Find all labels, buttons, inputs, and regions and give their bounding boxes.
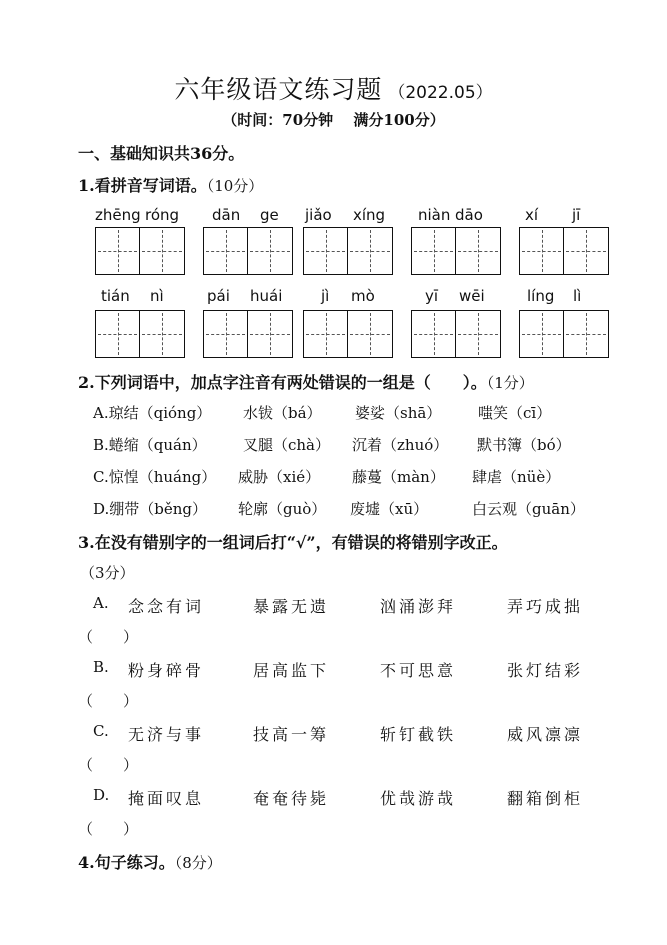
section-heading: 一、基础知识共36分。 bbox=[78, 144, 245, 163]
q2-option-c2: 威胁（xié） bbox=[238, 468, 321, 486]
pinyin-8b: mò bbox=[351, 287, 375, 305]
q3-option-label: C. bbox=[93, 722, 109, 740]
q4-heading bbox=[78, 850, 222, 873]
writing-box[interactable] bbox=[519, 310, 609, 358]
q3-option-label: D. bbox=[93, 786, 110, 804]
q2-option-a4: 嗤笑（cī） bbox=[478, 404, 552, 422]
pinyin-7a: pái bbox=[207, 287, 230, 305]
pinyin-10a: líng bbox=[527, 287, 555, 305]
q3-word: 弄巧成拙 bbox=[507, 597, 584, 616]
q2-option-a1: A.琼结（qióng） bbox=[93, 404, 212, 422]
pinyin-1b: róng bbox=[145, 206, 180, 224]
q3-word: 无济与事 bbox=[128, 725, 205, 744]
pinyin-5a: xí bbox=[525, 206, 539, 224]
q2-option-c3: 藤蔓（màn） bbox=[352, 468, 445, 486]
q3-word: 技高一筹 bbox=[253, 725, 330, 744]
q2-option-a3: 婆娑（shā） bbox=[355, 404, 442, 422]
q2-points: （1分） bbox=[486, 374, 534, 392]
q3-word: 翻箱倒柜 bbox=[507, 789, 584, 808]
pinyin-3a: jiǎo bbox=[305, 206, 332, 224]
answer-blank[interactable]: （ ） bbox=[78, 628, 139, 646]
writing-box[interactable] bbox=[95, 227, 185, 275]
writing-box[interactable] bbox=[203, 227, 293, 275]
q3-word: 掩面叹息 bbox=[128, 789, 205, 808]
q3-option-label: A. bbox=[93, 594, 109, 612]
title-main: 六年级语文练习题 bbox=[174, 75, 383, 104]
q2-option-d3: 废墟（xū） bbox=[350, 500, 429, 518]
q1-heading bbox=[78, 173, 263, 196]
q3-word: 汹涌澎拜 bbox=[380, 597, 457, 616]
q1-points: （10分） bbox=[206, 177, 264, 195]
q2-option-d2: 轮廓（guò） bbox=[238, 500, 327, 518]
q3-word: 奄奄待毙 bbox=[253, 789, 330, 808]
q2-option-b3: 沉着（zhuó） bbox=[352, 436, 449, 454]
q3-heading: 3.在没有错别字的一组词后打“√”，有错误的将错别字改正。 bbox=[78, 533, 508, 552]
pinyin-4a: niàn bbox=[418, 206, 451, 224]
writing-box[interactable] bbox=[95, 310, 185, 358]
q3-word: 念念有词 bbox=[128, 597, 205, 616]
pinyin-9a: yī bbox=[425, 287, 439, 305]
answer-blank[interactable]: （ ） bbox=[78, 756, 139, 774]
pinyin-6b: nì bbox=[150, 287, 164, 305]
writing-box[interactable] bbox=[303, 310, 393, 358]
pinyin-5b: jī bbox=[572, 206, 581, 224]
q2-option-b1: B.蜷缩（quán） bbox=[93, 436, 207, 454]
writing-box[interactable] bbox=[411, 227, 501, 275]
q3-points: （3分） bbox=[80, 564, 135, 582]
q2-heading bbox=[78, 370, 534, 393]
q3-word: 粉身碎骨 bbox=[128, 661, 205, 680]
pinyin-7b: huái bbox=[250, 287, 283, 305]
pinyin-2b: ge bbox=[260, 206, 279, 224]
exam-info: （时间：70分钟 满分100分） bbox=[222, 111, 445, 129]
q3-option-label: B. bbox=[93, 658, 109, 676]
answer-blank[interactable]: （ ） bbox=[78, 692, 139, 710]
q3-word: 暴露无遗 bbox=[253, 597, 330, 616]
title-year: （2022.05） bbox=[388, 83, 493, 103]
pinyin-8a: jì bbox=[321, 287, 330, 305]
writing-box[interactable] bbox=[411, 310, 501, 358]
q2-option-c4: 肆虐（nüè） bbox=[472, 468, 561, 486]
q2-option-b2: 叉腿（chà） bbox=[243, 436, 331, 454]
pinyin-9b: wēi bbox=[459, 287, 485, 305]
q3-word: 居高监下 bbox=[253, 661, 330, 680]
writing-box[interactable] bbox=[519, 227, 609, 275]
page-title bbox=[0, 70, 667, 106]
pinyin-2a: dān bbox=[212, 206, 241, 224]
q1-title: 1.看拼音写词语。 bbox=[78, 176, 207, 195]
pinyin-3b: xíng bbox=[353, 206, 386, 224]
q3-word: 斩钉截铁 bbox=[380, 725, 457, 744]
q2-option-a2: 水钹（bá） bbox=[243, 404, 322, 422]
writing-box[interactable] bbox=[303, 227, 393, 275]
q4-points: （8分） bbox=[174, 854, 222, 872]
answer-blank[interactable]: （ ） bbox=[78, 820, 139, 838]
pinyin-6a: tián bbox=[101, 287, 130, 305]
pinyin-10b: lì bbox=[573, 287, 582, 305]
q2-option-c1: C.惊惶（huáng） bbox=[93, 468, 217, 486]
pinyin-1a: zhēng bbox=[95, 206, 141, 224]
pinyin-4b: dāo bbox=[455, 206, 483, 224]
q3-word: 优哉游哉 bbox=[380, 789, 457, 808]
q2-option-d1: D.绷带（běng） bbox=[93, 500, 208, 518]
q2-option-b4: 默书簿（bó） bbox=[477, 436, 571, 454]
q4-title: 4.句子练习。 bbox=[78, 853, 175, 872]
q3-word: 张灯结彩 bbox=[507, 661, 584, 680]
q2-title: 2.下列词语中，加点字注音有两处错误的一组是（ ）。 bbox=[78, 373, 487, 392]
q3-word: 不可思意 bbox=[380, 661, 457, 680]
writing-box[interactable] bbox=[203, 310, 293, 358]
q2-option-d4: 白云观（guān） bbox=[472, 500, 585, 518]
q3-word: 威风凛凛 bbox=[507, 725, 584, 744]
